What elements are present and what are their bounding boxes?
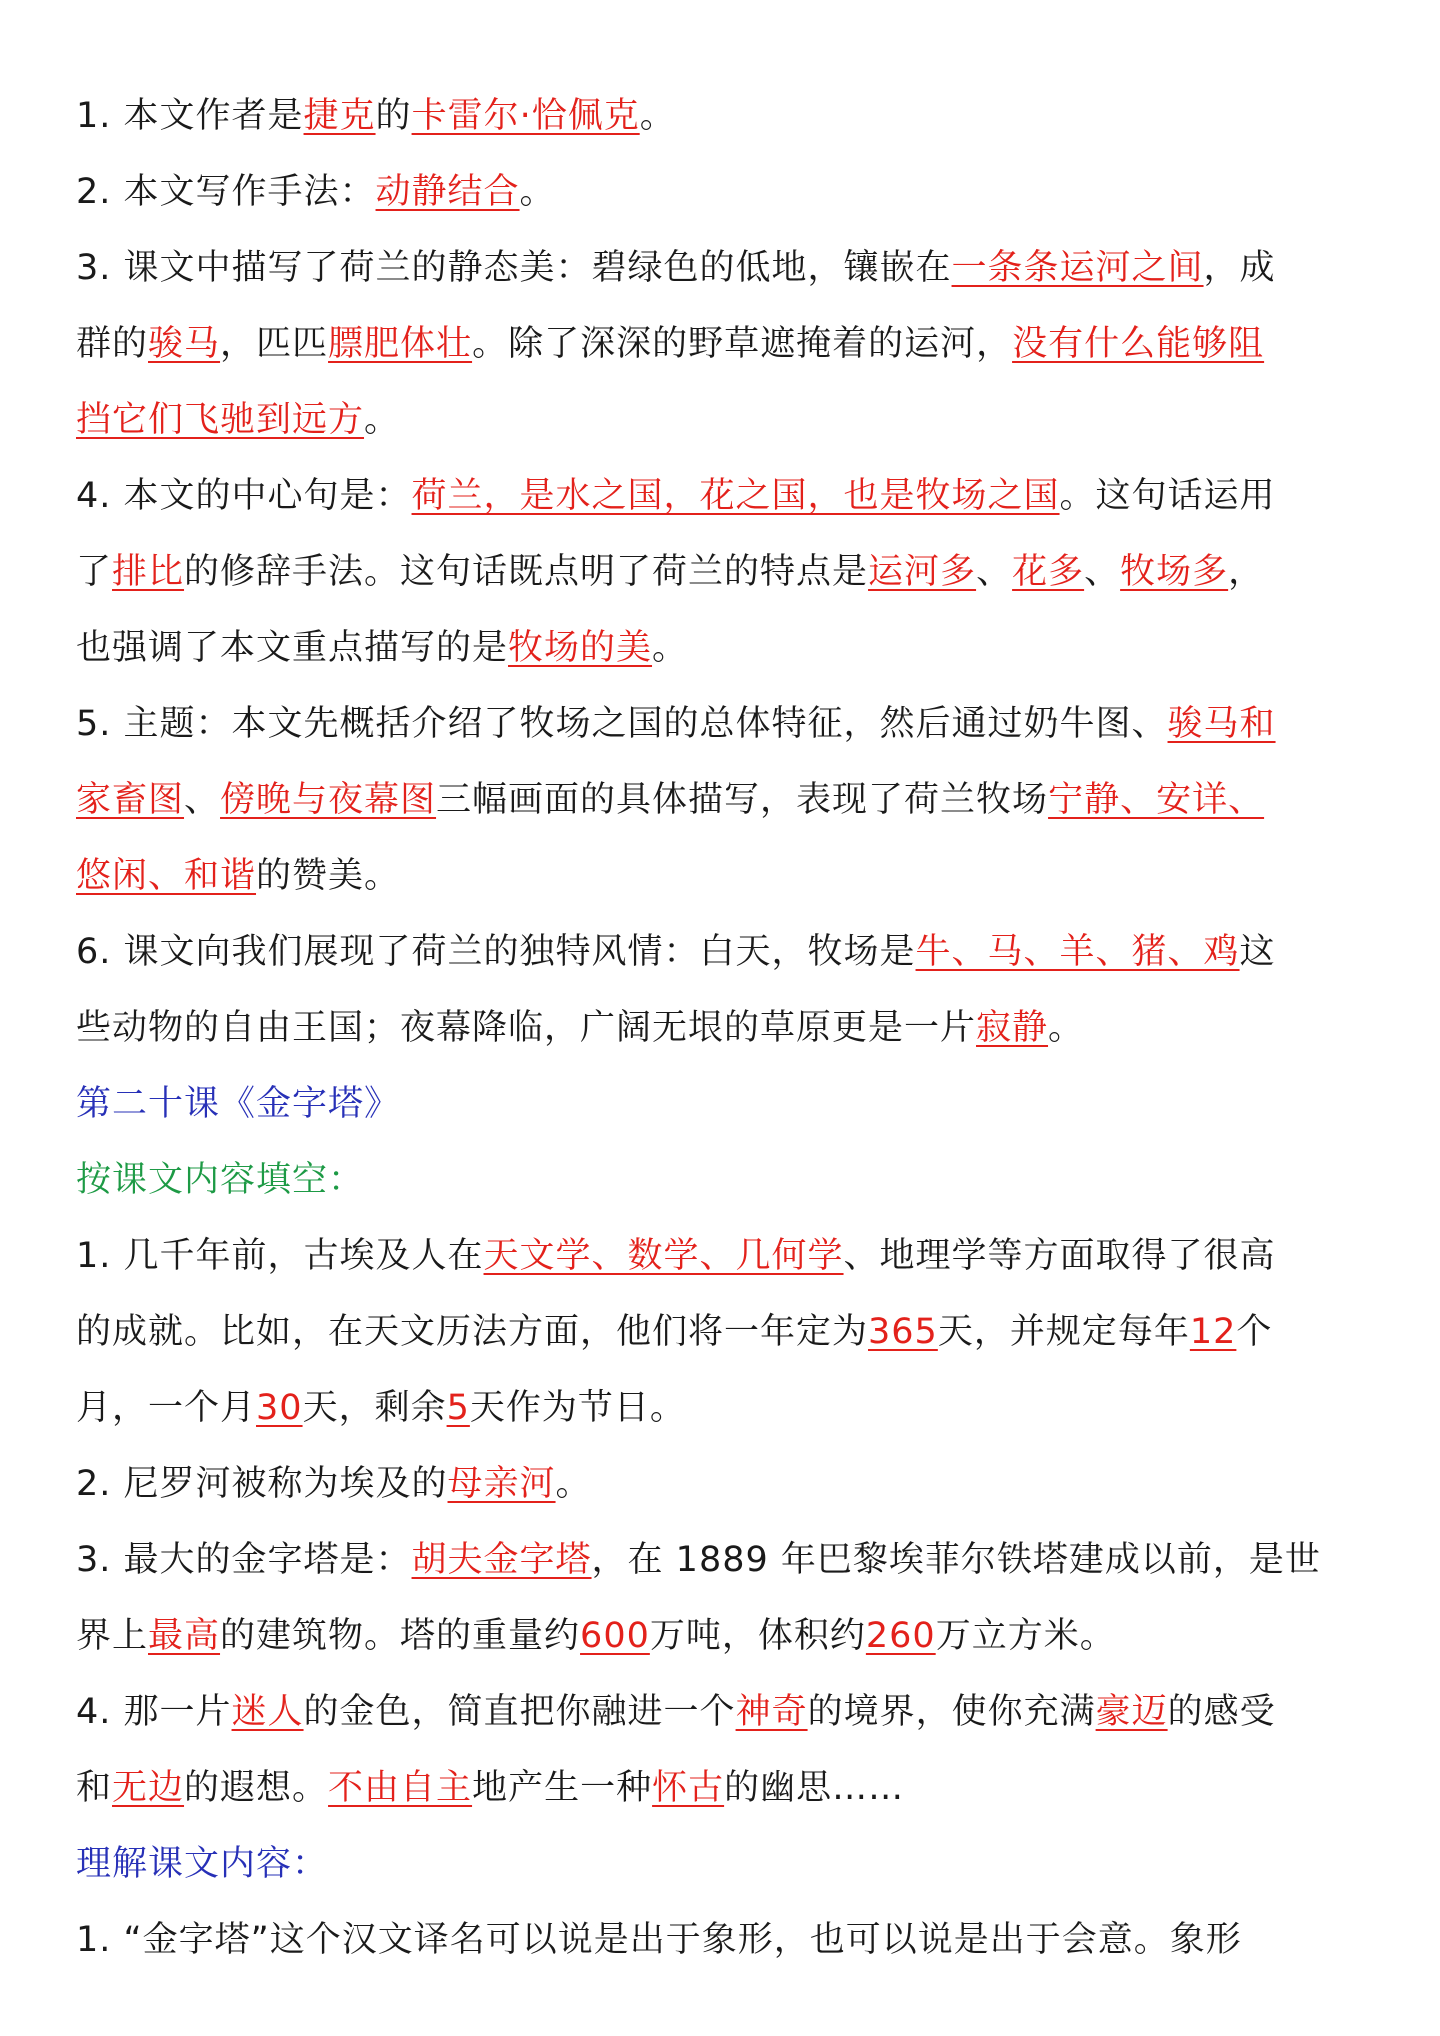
q4-line-2	[76, 534, 1376, 610]
q2-technique	[76, 154, 1376, 230]
text: 也强调了本文重点描写的是	[76, 628, 509, 668]
p3-line-2	[76, 1598, 1376, 1674]
p4-line-1	[76, 1674, 1376, 1750]
text: 天，剩余	[302, 1388, 447, 1428]
text: 界上	[76, 1616, 149, 1656]
text: 的遐想。	[184, 1768, 329, 1808]
text: 和	[76, 1768, 113, 1808]
answer-blank: 5	[446, 1388, 470, 1428]
text: 4. 那一片	[76, 1692, 232, 1732]
text: 1. 几千年前，古埃及人在	[76, 1236, 484, 1276]
text: 这	[1239, 932, 1276, 972]
answer-blank: 骏马和	[1167, 704, 1276, 744]
text: 的幽思……	[724, 1768, 905, 1808]
text: 地产生一种	[472, 1768, 653, 1808]
text: 的成就。比如，在天文历法方面，他们将一年定为	[76, 1312, 869, 1352]
text: 、	[1084, 552, 1121, 592]
answer-blank: 神奇	[735, 1692, 808, 1732]
q3-line-3	[76, 382, 1376, 458]
answer-blank: 迷人	[231, 1692, 304, 1732]
answer-blank: 怀古	[652, 1768, 725, 1808]
answer-blank: 天文学、数学、几何学	[483, 1236, 844, 1276]
answer-blank: 寂静	[976, 1008, 1049, 1048]
u1-line-1	[76, 1902, 1376, 1978]
text: 天，并规定每年	[937, 1312, 1190, 1352]
q4-line-1	[76, 458, 1376, 534]
text: ，匹匹	[220, 324, 329, 364]
text: 了	[76, 552, 113, 592]
text: 。	[519, 172, 556, 212]
answer-blank: 365	[868, 1312, 938, 1352]
text: ，成	[1203, 248, 1276, 288]
answer-blank: 膘肥体壮	[328, 324, 473, 364]
text: 。	[364, 400, 401, 440]
text: 的金色，简直把你融进一个	[303, 1692, 736, 1732]
answer-blank: 30	[256, 1388, 303, 1428]
text: 1. “金字塔”这个汉文译名可以说是出于象形，也可以说是出于会意。象形	[76, 1920, 1242, 1960]
q5-line-2	[76, 762, 1376, 838]
answer-blank: 卡雷尔·恰佩克	[411, 96, 640, 136]
text: 。	[639, 96, 676, 136]
p1-line-2	[76, 1294, 1376, 1370]
text: 的境界，使你充满	[807, 1692, 1096, 1732]
answer-blank: 排比	[112, 552, 185, 592]
answer-blank: 挡它们飞驰到远方	[76, 400, 365, 440]
answer-blank: 最高	[148, 1616, 221, 1656]
text: 月，一个月	[76, 1388, 257, 1428]
text: 5. 主题：本文先概括介绍了牧场之国的总体特征，然后通过奶牛图、	[76, 704, 1168, 744]
answer-blank: 宁静、安详、	[1048, 780, 1265, 820]
text: 6. 课文向我们展现了荷兰的独特风情：白天，牧场是	[76, 932, 916, 972]
answer-blank: 傍晚与夜幕图	[220, 780, 437, 820]
answer-blank: 动静结合	[375, 172, 520, 212]
section-heading-text: 按课文内容填空：	[76, 1160, 365, 1200]
text: 万吨，体积约	[649, 1616, 866, 1656]
text: 。	[1048, 1008, 1085, 1048]
answer-blank: 运河多	[868, 552, 977, 592]
answer-blank: 荷兰，是水之国，花之国，也是牧场之国	[411, 476, 1060, 516]
q5-line-3	[76, 838, 1376, 914]
p3-line-1	[76, 1522, 1376, 1598]
q5-line-1	[76, 686, 1376, 762]
q4-line-3	[76, 610, 1376, 686]
text: 些动物的自由王国；夜幕降临，广阔无垠的草原更是一片	[76, 1008, 977, 1048]
answer-blank: 捷克	[303, 96, 376, 136]
answer-blank: 豪迈	[1095, 1692, 1168, 1732]
text: 3. 课文中描写了荷兰的静态美：碧绿色的低地，镶嵌在	[76, 248, 952, 288]
p2-line	[76, 1446, 1376, 1522]
text: 天作为节日。	[469, 1388, 686, 1428]
q6-line-1	[76, 914, 1376, 990]
p4-line-2	[76, 1750, 1376, 1826]
p1-line-1	[76, 1218, 1376, 1294]
lesson-title-text: 第二十课《金字塔》	[76, 1084, 401, 1124]
text: 。除了深深的野草遮掩着的运河，	[472, 324, 1013, 364]
text: 的感受	[1167, 1692, 1276, 1732]
answer-blank: 没有什么能够阻	[1012, 324, 1265, 364]
text: 。	[652, 628, 689, 668]
text: 2. 本文写作手法：	[76, 172, 376, 212]
answer-blank: 胡夫金字塔	[411, 1540, 592, 1580]
text: 三幅画面的具体描写，表现了荷兰牧场	[436, 780, 1049, 820]
section-heading-understand	[76, 1826, 1376, 1902]
text: 的	[375, 96, 412, 136]
text: 。这句话运用	[1059, 476, 1276, 516]
answer-blank: 花多	[1012, 552, 1085, 592]
text: 的修辞手法。这句话既点明了荷兰的特点是	[184, 552, 869, 592]
text: 3. 最大的金字塔是：	[76, 1540, 412, 1580]
q6-line-2	[76, 990, 1376, 1066]
q3-line-2	[76, 306, 1376, 382]
p1-line-3	[76, 1370, 1376, 1446]
answer-blank: 牧场多	[1120, 552, 1229, 592]
text: 4. 本文的中心句是：	[76, 476, 412, 516]
text: ，	[1228, 552, 1265, 592]
text: 万立方米。	[935, 1616, 1116, 1656]
answer-blank: 不由自主	[328, 1768, 473, 1808]
text: 2. 尼罗河被称为埃及的	[76, 1464, 448, 1504]
answer-blank: 骏马	[148, 324, 221, 364]
text: 的建筑物。塔的重量约	[220, 1616, 581, 1656]
section-heading-fill-blanks	[76, 1142, 1376, 1218]
text: 。	[555, 1464, 592, 1504]
text: 1. 本文作者是	[76, 96, 304, 136]
answer-blank: 一条条运河之间	[951, 248, 1204, 288]
answer-blank: 家畜图	[76, 780, 185, 820]
text: 、	[184, 780, 221, 820]
text: 、地理学等方面取得了很高	[843, 1236, 1276, 1276]
text: 群的	[76, 324, 149, 364]
text: 个	[1236, 1312, 1273, 1352]
answer-blank: 600	[580, 1616, 650, 1656]
text: 、	[976, 552, 1013, 592]
answer-blank: 母亲河	[447, 1464, 556, 1504]
q3-line-1	[76, 230, 1376, 306]
lesson-title	[76, 1066, 1376, 1142]
text: 的赞美。	[256, 856, 401, 896]
answer-blank: 悠闲、和谐	[76, 856, 257, 896]
answer-blank: 牧场的美	[508, 628, 653, 668]
answer-blank: 牛、马、羊、猪、鸡	[915, 932, 1240, 972]
answer-blank: 无边	[112, 1768, 185, 1808]
answer-blank: 260	[865, 1616, 936, 1656]
q1-author	[76, 78, 1376, 154]
answer-blank: 12	[1189, 1312, 1237, 1352]
section-heading-text: 理解课文内容：	[76, 1844, 329, 1884]
text: ，在 1889 年巴黎埃菲尔铁塔建成以前，是世	[591, 1540, 1321, 1580]
